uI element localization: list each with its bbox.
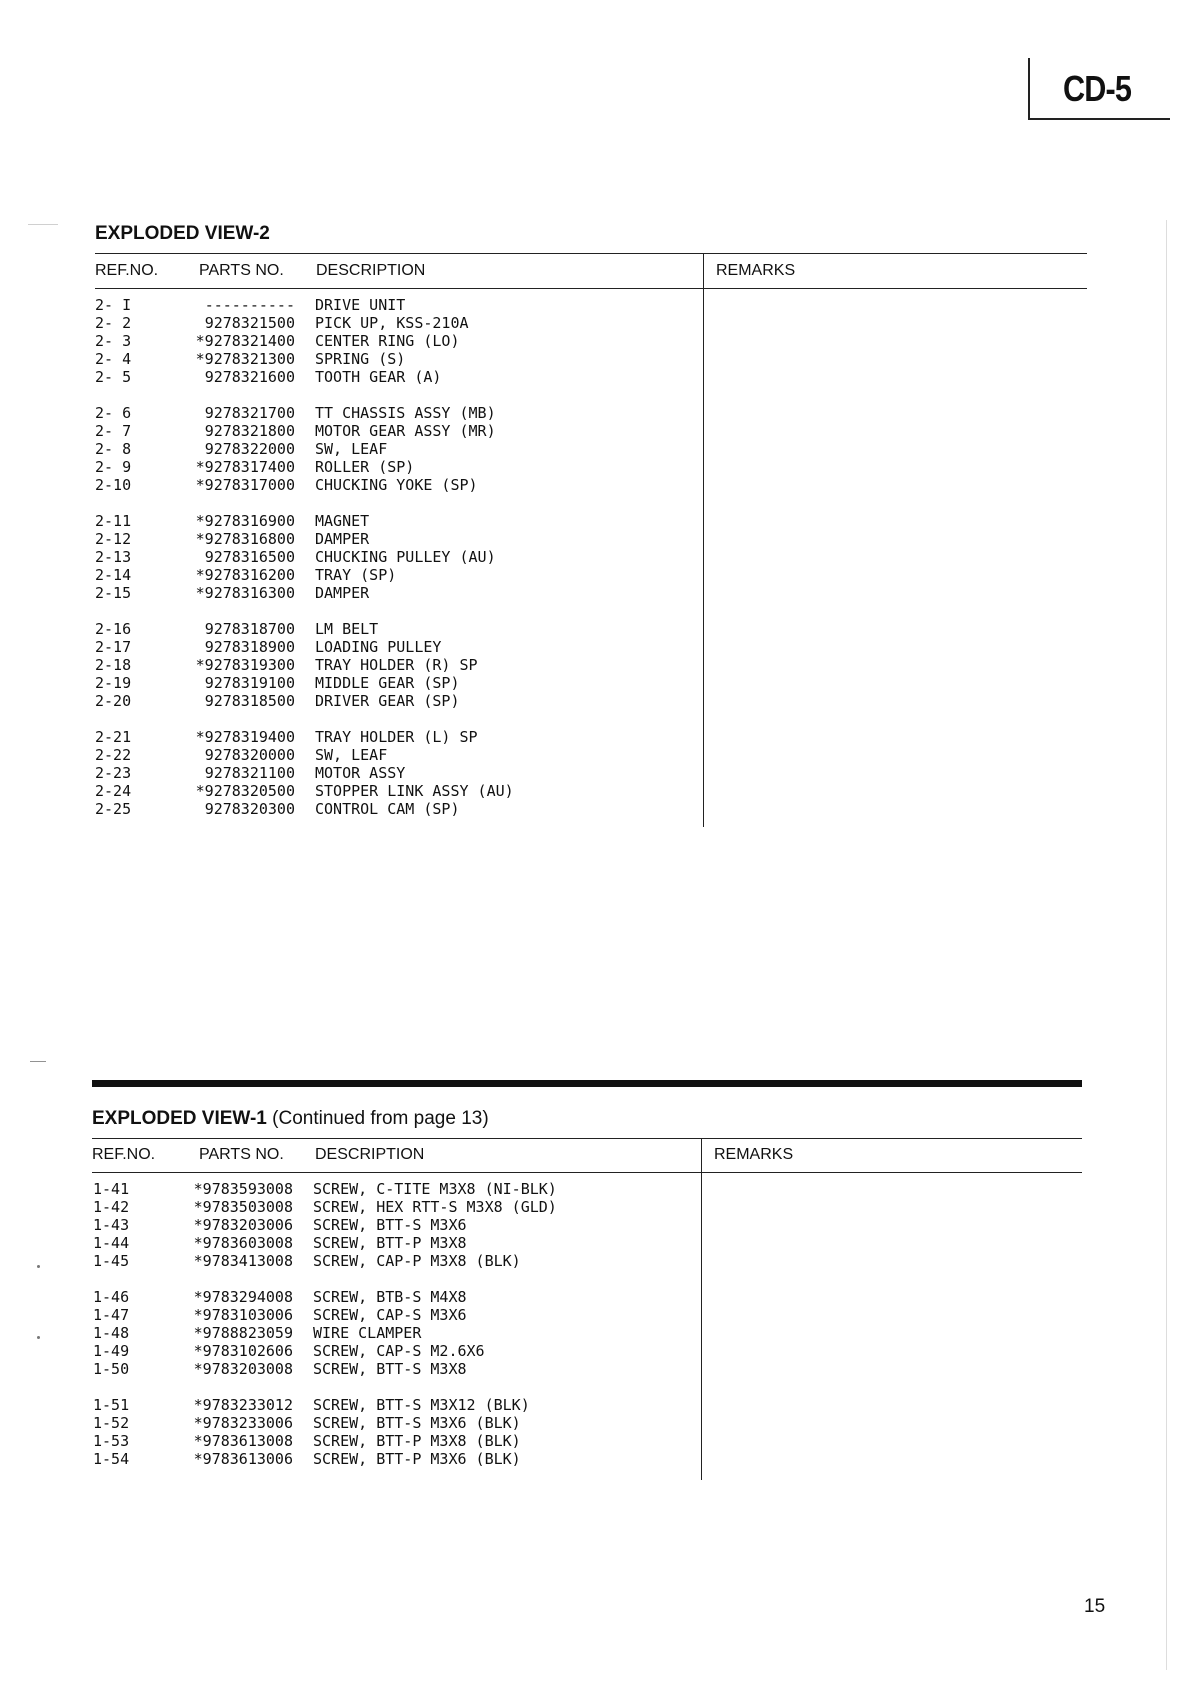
part-no: 9278319100: [204, 674, 295, 692]
ref-no: 1-52: [93, 1414, 130, 1432]
ref-no: 2- 7: [95, 422, 132, 440]
part-no: 9278318700: [204, 620, 295, 638]
part-no: ----------: [204, 296, 295, 314]
parts-row: [95, 404, 695, 422]
part-no: 9278320000: [204, 746, 295, 764]
ref-no: 2-22: [95, 746, 132, 764]
ref-no: 2- 4: [95, 350, 132, 368]
part-no: *9783413008: [193, 1252, 293, 1270]
ref-no: 2- I: [95, 296, 132, 314]
description: CENTER RING (LO): [315, 332, 460, 350]
parts-row: [95, 674, 695, 692]
part-no: *9783203006: [193, 1216, 293, 1234]
ref-no: 2-13: [95, 548, 132, 566]
parts-row: [95, 332, 695, 350]
parts-row: [93, 1414, 693, 1432]
description: SCREW, BTT-P M3X8 (BLK): [313, 1432, 521, 1450]
part-no: *9278319300: [195, 656, 295, 674]
description: CHUCKING YOKE (SP): [315, 476, 478, 494]
part-no: 9278322000: [204, 440, 295, 458]
parts-row: [95, 584, 695, 602]
description: SCREW, C-TITE M3X8 (NI-BLK): [313, 1180, 557, 1198]
part-no: *9278316300: [195, 584, 295, 602]
ref-no: 2- 6: [95, 404, 132, 422]
group-spacer: [93, 1378, 693, 1396]
ref-no: 2-16: [95, 620, 132, 638]
part-no: *9278316900: [195, 512, 295, 530]
part-no: 9278321800: [204, 422, 295, 440]
ref-no: 1-43: [93, 1216, 130, 1234]
ref-no: 1-42: [93, 1198, 130, 1216]
parts-row: [95, 800, 695, 818]
part-no: *9783613006: [193, 1450, 293, 1468]
parts-row: [95, 764, 695, 782]
scan-mark: [37, 1265, 40, 1268]
scan-edge: [1166, 220, 1167, 1670]
view1-col-parts: PARTS NO.: [199, 1146, 284, 1163]
parts-row: [95, 422, 695, 440]
scan-mark: [30, 1061, 46, 1062]
ref-no: 1-53: [93, 1432, 130, 1450]
description: SCREW, CAP-P M3X8 (BLK): [313, 1252, 521, 1270]
description: TOOTH GEAR (A): [315, 368, 442, 386]
description: SW, LEAF: [315, 746, 388, 764]
part-no: 9278321600: [204, 368, 295, 386]
view2-remarks-divider: [703, 253, 704, 827]
description: MIDDLE GEAR (SP): [315, 674, 460, 692]
view1-remarks-divider: [701, 1138, 702, 1480]
ref-no: 1-41: [93, 1180, 130, 1198]
parts-row: [93, 1360, 693, 1378]
description: ROLLER (SP): [315, 458, 415, 476]
view1-title: [92, 1108, 489, 1130]
description: DRIVER GEAR (SP): [315, 692, 460, 710]
parts-row: [93, 1306, 693, 1324]
ref-no: 2-19: [95, 674, 132, 692]
parts-row: [95, 548, 695, 566]
parts-row: [95, 728, 695, 746]
group-spacer: [95, 602, 695, 620]
description: DAMPER: [315, 584, 370, 602]
description: MOTOR GEAR ASSY (MR): [315, 422, 496, 440]
parts-row: [93, 1180, 693, 1198]
part-no: *9278317000: [195, 476, 295, 494]
part-no: 9278321500: [204, 314, 295, 332]
description: LM BELT: [315, 620, 379, 638]
description: PICK UP, KSS-210A: [315, 314, 469, 332]
ref-no: 2-18: [95, 656, 132, 674]
description: SCREW, CAP-S M3X6: [313, 1306, 467, 1324]
parts-row: [93, 1342, 693, 1360]
description: SPRING (S): [315, 350, 406, 368]
description: WIRE CLAMPER: [313, 1324, 422, 1342]
ref-no: 2-10: [95, 476, 132, 494]
part-no: *9278316800: [195, 530, 295, 548]
description: SCREW, BTB-S M4X8: [313, 1288, 467, 1306]
description: TRAY HOLDER (R) SP: [315, 656, 478, 674]
view1-parts-list: [93, 1180, 693, 1468]
parts-row: [93, 1432, 693, 1450]
view2-header-bottom-rule: [95, 288, 1087, 289]
part-no: *9783233012: [193, 1396, 293, 1414]
parts-row: [95, 566, 695, 584]
description: SCREW, BTT-P M3X8: [313, 1234, 467, 1252]
part-no: 9278321700: [204, 404, 295, 422]
parts-row: [93, 1396, 693, 1414]
description: TRAY (SP): [315, 566, 397, 584]
ref-no: 1-46: [93, 1288, 130, 1306]
scan-mark: [37, 1336, 40, 1339]
ref-no: 1-54: [93, 1450, 130, 1468]
view1-col-desc: DESCRIPTION: [315, 1146, 425, 1163]
part-no: *9783613008: [193, 1432, 293, 1450]
parts-row: [93, 1288, 693, 1306]
description: SCREW, HEX RTT-S M3X8 (GLD): [313, 1198, 557, 1216]
parts-row: [95, 296, 695, 314]
ref-no: 2- 9: [95, 458, 132, 476]
description: MOTOR ASSY: [315, 764, 406, 782]
page-number: 15: [1084, 1596, 1106, 1617]
part-no: 9278318900: [204, 638, 295, 656]
parts-row: [95, 440, 695, 458]
ref-no: 1-45: [93, 1252, 130, 1270]
ref-no: 2-12: [95, 530, 132, 548]
part-no: *9783294008: [193, 1288, 293, 1306]
description: CONTROL CAM (SP): [315, 800, 460, 818]
parts-row: [93, 1234, 693, 1252]
part-no: *9783233006: [193, 1414, 293, 1432]
parts-row: [93, 1324, 693, 1342]
parts-row: [95, 620, 695, 638]
part-no: *9278319400: [195, 728, 295, 746]
description: SCREW, BTT-S M3X6 (BLK): [313, 1414, 521, 1432]
parts-row: [93, 1450, 693, 1468]
view1-title-text: EXPLODED VIEW-1: [92, 1108, 267, 1129]
parts-row: [95, 314, 695, 332]
ref-no: 2-14: [95, 566, 132, 584]
description: STOPPER LINK ASSY (AU): [315, 782, 514, 800]
parts-row: [93, 1216, 693, 1234]
ref-no: 2- 2: [95, 314, 132, 332]
part-no: *9783103006: [193, 1306, 293, 1324]
parts-row: [95, 512, 695, 530]
ref-no: 1-44: [93, 1234, 130, 1252]
part-no: *9783503008: [193, 1198, 293, 1216]
view2-header-top-rule: [95, 253, 1087, 254]
description: SCREW, BTT-S M3X12 (BLK): [313, 1396, 530, 1414]
part-no: *9278317400: [195, 458, 295, 476]
description: SCREW, BTT-S M3X6: [313, 1216, 467, 1234]
part-no: *9278321300: [195, 350, 295, 368]
parts-row: [93, 1252, 693, 1270]
description: SW, LEAF: [315, 440, 388, 458]
view2-col-desc: DESCRIPTION: [316, 262, 426, 279]
part-no: *9278316200: [195, 566, 295, 584]
ref-no: 2-24: [95, 782, 132, 800]
description: TRAY HOLDER (L) SP: [315, 728, 478, 746]
ref-no: 2-20: [95, 692, 132, 710]
description: LOADING PULLEY: [315, 638, 442, 656]
part-no: *9788823059: [193, 1324, 293, 1342]
part-no: 9278320300: [204, 800, 295, 818]
ref-no: 2-23: [95, 764, 132, 782]
parts-row: [93, 1198, 693, 1216]
ref-no: 2-11: [95, 512, 132, 530]
description: DAMPER: [315, 530, 370, 548]
ref-no: 1-48: [93, 1324, 130, 1342]
view1-title-note: (Continued from page 13): [272, 1108, 489, 1129]
group-spacer: [95, 494, 695, 512]
parts-row: [95, 368, 695, 386]
view1-col-ref: REF.NO.: [92, 1146, 156, 1163]
view2-title-text: EXPLODED VIEW-2: [95, 223, 270, 244]
ref-no: 1-47: [93, 1306, 130, 1324]
group-spacer: [95, 710, 695, 728]
ref-no: 2-17: [95, 638, 132, 656]
section-separator-bar: [92, 1080, 1082, 1087]
description: CHUCKING PULLEY (AU): [315, 548, 496, 566]
view1-header-top-rule: [92, 1138, 1082, 1139]
part-no: *9783593008: [193, 1180, 293, 1198]
view1-header-bottom-rule: [92, 1172, 1082, 1173]
model-name: CD-5: [1063, 68, 1132, 109]
parts-row: [95, 692, 695, 710]
view2-title: [95, 223, 270, 245]
description: MAGNET: [315, 512, 370, 530]
ref-no: 2-25: [95, 800, 132, 818]
parts-row: [95, 458, 695, 476]
description: SCREW, CAP-S M2.6X6: [313, 1342, 485, 1360]
part-no: *9278321400: [195, 332, 295, 350]
view1-col-remarks: REMARKS: [714, 1146, 794, 1163]
description: TT CHASSIS ASSY (MB): [315, 404, 496, 422]
scan-mark: [28, 224, 58, 225]
part-no: *9783102606: [193, 1342, 293, 1360]
parts-row: [95, 656, 695, 674]
ref-no: 2- 8: [95, 440, 132, 458]
ref-no: 1-49: [93, 1342, 130, 1360]
part-no: *9278320500: [195, 782, 295, 800]
parts-row: [95, 782, 695, 800]
ref-no: 2-15: [95, 584, 132, 602]
ref-no: 2- 5: [95, 368, 132, 386]
parts-row: [95, 350, 695, 368]
description: DRIVE UNIT: [315, 296, 406, 314]
ref-no: 1-51: [93, 1396, 130, 1414]
view2-col-remarks: REMARKS: [716, 262, 796, 279]
parts-row: [95, 638, 695, 656]
ref-no: 1-50: [93, 1360, 130, 1378]
ref-no: 2- 3: [95, 332, 132, 350]
part-no: 9278318500: [204, 692, 295, 710]
parts-row: [95, 530, 695, 548]
ref-no: 2-21: [95, 728, 132, 746]
description: SCREW, BTT-S M3X8: [313, 1360, 467, 1378]
parts-row: [95, 746, 695, 764]
description: SCREW, BTT-P M3X6 (BLK): [313, 1450, 521, 1468]
parts-row: [95, 476, 695, 494]
view2-col-parts: PARTS NO.: [199, 262, 284, 279]
part-no: 9278321100: [204, 764, 295, 782]
view2-parts-list: [95, 296, 695, 818]
part-no: 9278316500: [204, 548, 295, 566]
view2-col-ref: REF.NO.: [95, 262, 159, 279]
part-no: *9783203008: [193, 1360, 293, 1378]
part-no: *9783603008: [193, 1234, 293, 1252]
group-spacer: [95, 386, 695, 404]
group-spacer: [93, 1270, 693, 1288]
